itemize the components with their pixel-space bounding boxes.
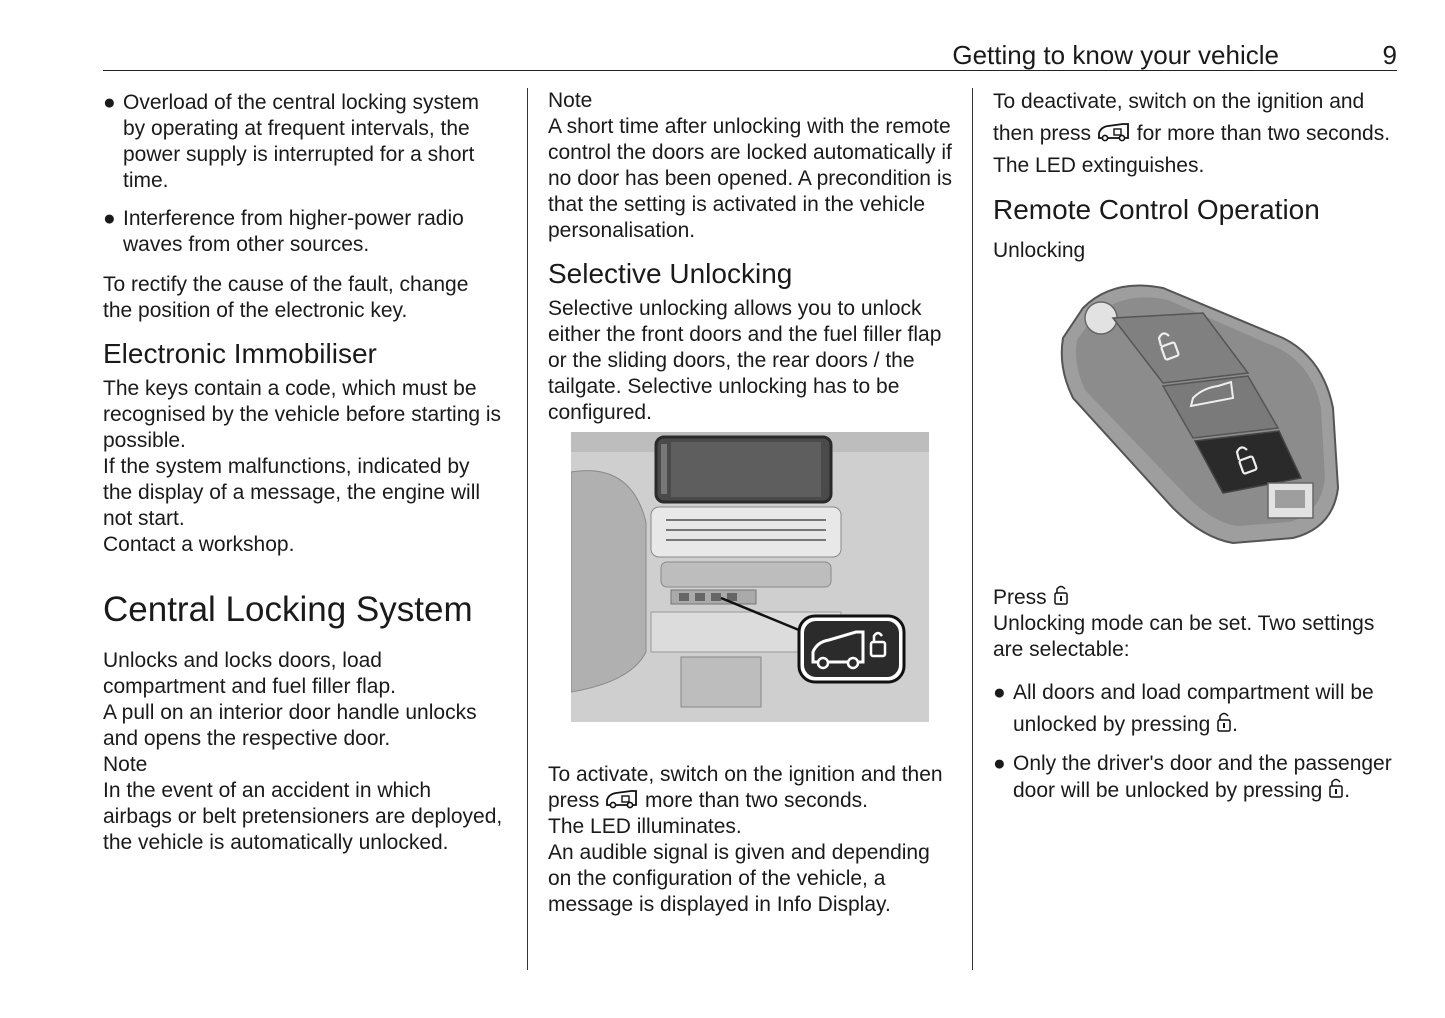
note-label: Note [548, 89, 593, 112]
open-padlock-icon [1328, 777, 1344, 799]
column-2 [548, 88, 953, 918]
audible-signal-paragraph: An audible signal is given and depending on the configuration of the vehicle, a message is displayed in Info Display. [548, 841, 930, 916]
page-header [103, 36, 1397, 71]
immobiliser-paragraph: Contact a workshop. [103, 533, 295, 556]
bullet-dot: ● [993, 752, 1006, 775]
remote-control-heading: Remote Control Operation [993, 194, 1320, 225]
selective-unlocking-heading: Selective Unlocking [548, 258, 793, 289]
bullet-dot: ● [103, 91, 116, 114]
central-locking-paragraph: A pull on an interior door handle unlocks and opens the respective door. [103, 701, 477, 750]
chapter-title: Getting to know your vehicle [952, 40, 1279, 70]
bullet-item [103, 90, 503, 194]
immobiliser-paragraph: If the system malfunctions, indicated by the display of a message, the engine will not start. [103, 455, 481, 530]
note-label: Note [103, 753, 148, 776]
column-3 [993, 88, 1398, 804]
bullet-item [993, 751, 1398, 804]
central-locking-heading: Central Locking System [103, 590, 473, 629]
bullet-dot: ● [993, 681, 1006, 704]
immobiliser-heading: Electronic Immobiliser [103, 338, 377, 369]
page-number: 9 [1382, 40, 1397, 70]
deactivate-text: for more than two seconds. The LED extinguishes. [993, 122, 1391, 177]
bullet-text: Interference from higher-power radio waves from other sources. [123, 207, 464, 256]
key-fob-illustration [1053, 278, 1343, 558]
dashboard-illustration [571, 432, 929, 722]
bullet-item [993, 677, 1398, 741]
bullet-text: Overload of the central locking system by operating at frequent intervals, the power supply is interrupted for a short time. [123, 91, 479, 192]
activate-text: more than two seconds. [645, 789, 868, 812]
bullet-period: . [1232, 713, 1238, 736]
deactivate-text: To deactivate, switch on the ignition and then press [993, 90, 1365, 145]
van-lock-icon [1097, 122, 1131, 142]
bullet-period: . [1344, 779, 1351, 802]
deactivate-paragraph [993, 86, 1398, 182]
activate-paragraph [548, 762, 953, 814]
note-text: A short time after unlocking with the remote control the doors are locked automatically if no door has been opened. A precondition is that the setting is activated in the vehicle personalisation. [548, 115, 952, 242]
activate-led-text: The LED illuminates. [548, 815, 742, 838]
column-divider-2 [972, 88, 973, 970]
column-divider-1 [527, 88, 528, 970]
bullet-text: Only the driver's door and the passenger door will be unlocked by pressing [1013, 752, 1392, 802]
bullet-text: All doors and load compartment will be unlocked by pressing [1013, 681, 1374, 736]
selective-unlocking-text: Selective unlocking allows you to unlock either the front doors and the fuel filler flap or the sliding doors, the rear doors / the tailgate. Selective unlocking has to be configured. [548, 297, 942, 424]
press-label: Press [993, 586, 1047, 609]
bullet-dot: ● [103, 207, 116, 230]
column-1 [103, 88, 503, 856]
open-padlock-icon [1053, 584, 1069, 606]
bullet-item [103, 206, 503, 258]
open-padlock-icon [1216, 711, 1232, 733]
unlocking-subheading: Unlocking [993, 239, 1086, 262]
immobiliser-paragraph: The keys contain a code, which must be recognised by the vehicle before starting is possible. [103, 377, 502, 452]
press-line [993, 584, 1398, 611]
central-locking-paragraph: Unlocks and locks doors, load compartment and fuel filler flap. [103, 649, 396, 698]
van-lock-icon [605, 789, 639, 809]
activate-text: To activate, switch on the ignition and then press [548, 763, 943, 812]
rectify-paragraph: To rectify the cause of the fault, change the position of the electronic key. [103, 273, 469, 322]
mode-paragraph: Unlocking mode can be set. Two settings are selectable: [993, 612, 1375, 661]
note-text: In the event of an accident in which airbags or belt pretensioners are deployed, the vehicle is automatically unlocked. [103, 779, 503, 854]
